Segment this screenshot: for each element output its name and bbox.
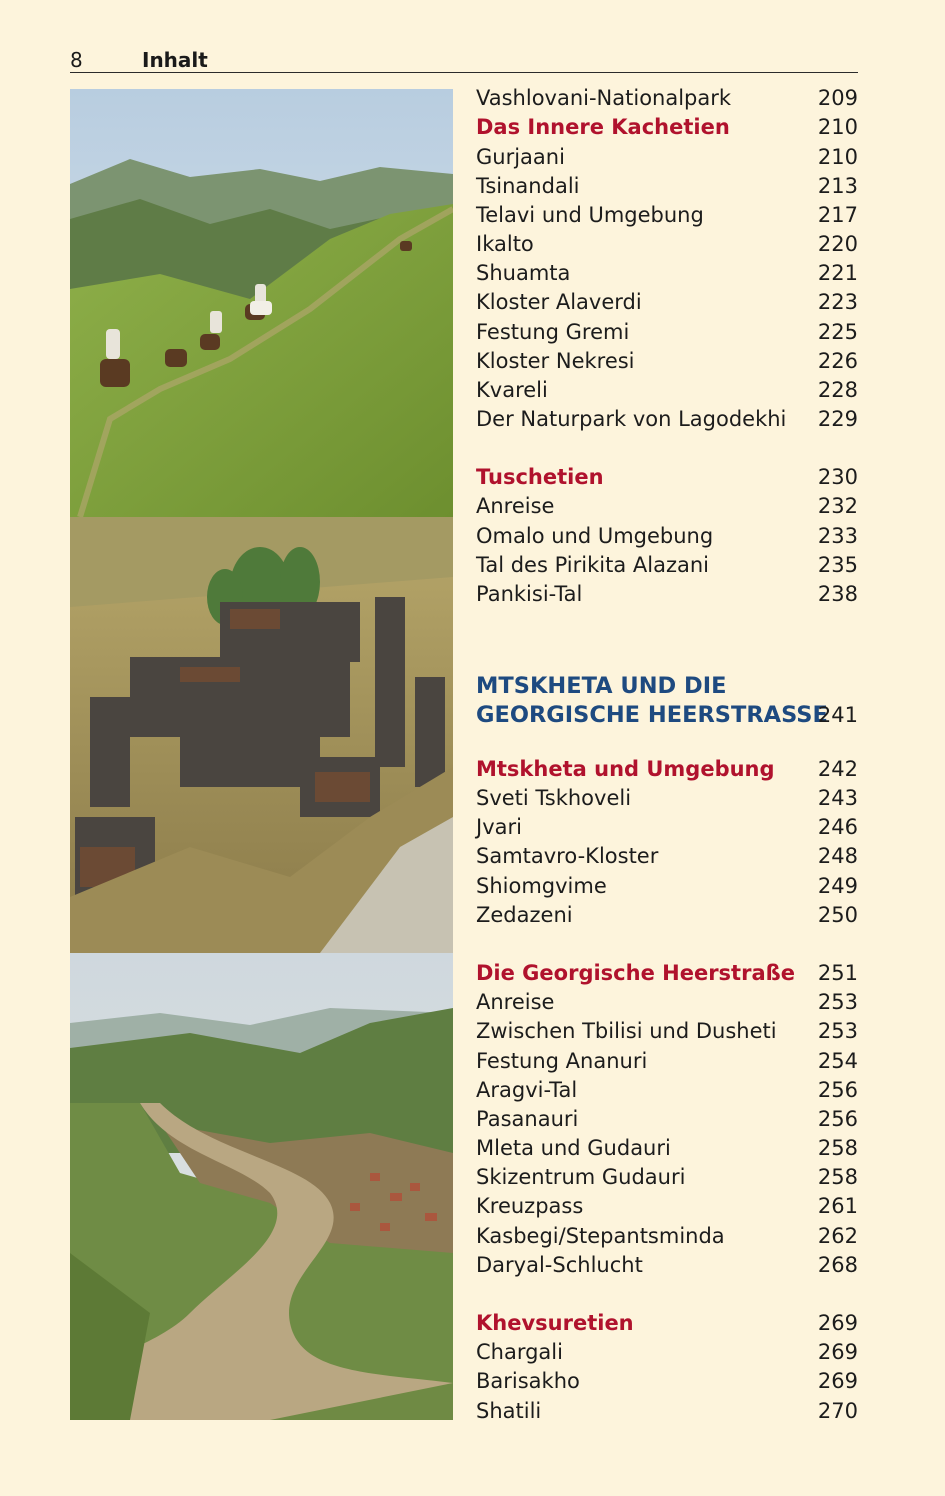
toc-chapter-heading [476, 672, 858, 730]
toc-entry: Kasbegi/Stepantsminda 262 [476, 1224, 858, 1248]
toc-section-heading: Die Georgische Heerstraße 251 [476, 961, 858, 985]
toc-entry: Kreuzpass 261 [476, 1194, 858, 1218]
toc-entry: Chargali 269 [476, 1340, 858, 1364]
photo-stone-village [70, 517, 453, 953]
toc-entry: Festung Gremi 225 [476, 320, 858, 344]
page-number: 8 [70, 48, 83, 72]
toc-entry: Der Naturpark von Lagodekhi 229 [476, 407, 858, 431]
toc-entry: Daryal-Schlucht 268 [476, 1253, 858, 1277]
photo-mountain-riders [70, 89, 453, 517]
toc-section-heading: Tuschetien 230 [476, 465, 858, 489]
toc-entry: Mleta und Gudauri 258 [476, 1136, 858, 1160]
toc-section-heading: Khevsuretien 269 [476, 1311, 858, 1335]
toc-entry: Ikalto 220 [476, 232, 858, 256]
toc-entry: Pasanauri 256 [476, 1107, 858, 1131]
toc-entry: Zwischen Tbilisi und Dusheti 253 [476, 1019, 858, 1043]
toc-entry: Shiomgvime 249 [476, 874, 858, 898]
toc-entry: Sveti Tskhoveli 243 [476, 786, 858, 810]
toc-entry: Anreise 232 [476, 494, 858, 518]
chapter-title-line2: GEORGISCHE HEERSTRASSE [476, 702, 828, 728]
toc-entry: Barisakho 269 [476, 1369, 858, 1393]
toc-entry: Kvareli 228 [476, 378, 858, 402]
toc-entry: Gurjaani 210 [476, 145, 858, 169]
toc-section-heading: Mtskheta und Umgebung 242 [476, 757, 858, 781]
toc-entry: Anreise 253 [476, 990, 858, 1014]
toc-entry: Zedazeni 250 [476, 903, 858, 927]
toc-entry: Telavi und Umgebung 217 [476, 203, 858, 227]
chapter-title-line1: MTSKHETA UND DIE [476, 673, 727, 699]
toc-entry: Jvari 246 [476, 815, 858, 839]
toc-entry: Skizentrum Gudauri 258 [476, 1165, 858, 1189]
chapter-page: 241 [817, 703, 858, 727]
toc-entry: Kloster Alaverdi 223 [476, 290, 858, 314]
toc-entry: Festung Ananuri 254 [476, 1049, 858, 1073]
toc-entry: Tal des Pirikita Alazani 235 [476, 553, 858, 577]
toc-entry: Kloster Nekresi 226 [476, 349, 858, 373]
toc-entry: Tsinandali 213 [476, 174, 858, 198]
toc-entry: Vashlovani-Nationalpark 209 [476, 86, 858, 110]
toc-entry: Aragvi-Tal 256 [476, 1078, 858, 1102]
page-header [70, 46, 858, 73]
toc-entry: Shatili 270 [476, 1399, 858, 1423]
toc-entry: Omalo und Umgebung 233 [476, 524, 858, 548]
toc-entry: Pankisi-Tal 238 [476, 582, 858, 606]
toc-entry: Samtavro-Kloster 248 [476, 844, 858, 868]
photo-river-valley [70, 953, 453, 1420]
toc-entry: Shuamta 221 [476, 261, 858, 285]
section-title: Inhalt [142, 48, 208, 72]
toc-section-heading: Das Innere Kachetien 210 [476, 115, 858, 139]
photo-column [70, 89, 453, 1420]
